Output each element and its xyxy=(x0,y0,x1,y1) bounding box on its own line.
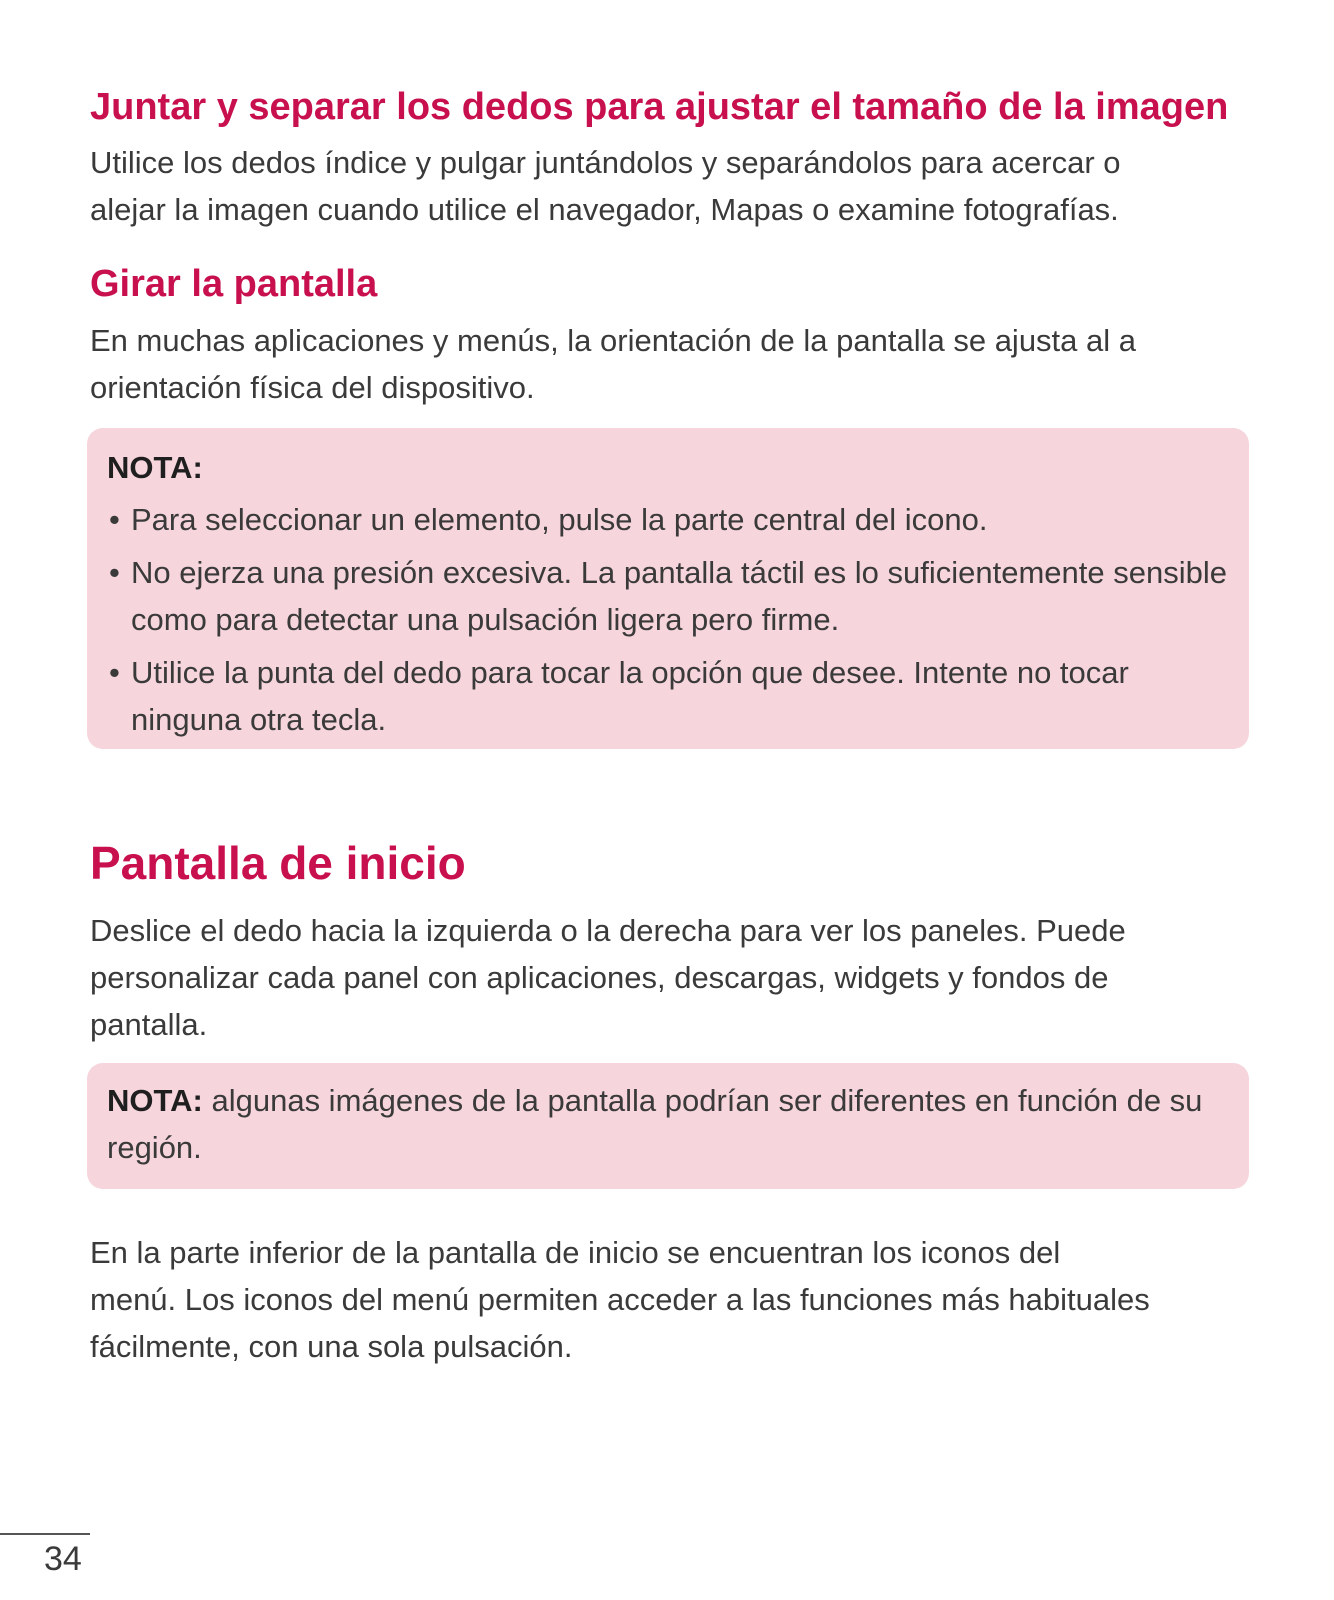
heading-rotate-screen: Girar la pantalla xyxy=(90,263,378,305)
paragraph-menu-icons: En la parte inferior de la pantalla de inicio se encuentran los iconos del menú. Los iconos del menú permiten acceder a las funciones más habituales fácilmente, con una sola pulsación. xyxy=(90,1235,1150,1364)
heading-pinch-zoom: Juntar y separar los dedos para ajustar el tamaño de la imagen xyxy=(90,86,1229,128)
note-item-text: Utilice la punta del dedo para tocar la opción que desee. Intente no tocar ninguna otra tecla. xyxy=(131,655,1129,737)
paragraph-pinch-zoom: Utilice los dedos índice y pulgar juntándolos y separándolos para acercar o alejar la imagen cuando utilice el navegador, Mapas o examine fotografías. xyxy=(90,145,1121,227)
note-item xyxy=(107,496,1227,543)
note-box-region xyxy=(87,1063,1249,1189)
note-text-wrapper xyxy=(107,1083,1202,1165)
note-text: algunas imágenes de la pantalla podrían ser diferentes en función de su región. xyxy=(107,1083,1203,1165)
note-item-text: Para seleccionar un elemento, pulse la parte central del icono. xyxy=(131,502,988,537)
note-item xyxy=(107,549,1227,643)
note-label: NOTA: xyxy=(107,1083,203,1118)
note-item-text: No ejerza una presión excesiva. La pantalla táctil es lo suficientemente sensible como para detectar una pulsación ligera pero firme. xyxy=(131,555,1227,637)
note-item xyxy=(107,649,1227,743)
page-number: 34 xyxy=(44,1540,82,1578)
note-label: NOTA: xyxy=(107,450,203,485)
note-list xyxy=(107,496,1227,743)
note-box-touch-tips xyxy=(87,428,1249,749)
paragraph-rotate-screen: En muchas aplicaciones y menús, la orientación de la pantalla se ajusta al a orientación física del dispositivo. xyxy=(90,323,1137,405)
paragraph-home-screen: Deslice el dedo hacia la izquierda o la derecha para ver los paneles. Puede personalizar cada panel con aplicaciones, descargas, widgets y fondos de pantalla. xyxy=(90,913,1126,1042)
bullet-icon: • xyxy=(109,555,120,590)
bullet-icon: • xyxy=(109,502,120,537)
heading-home-screen: Pantalla de inicio xyxy=(90,837,466,889)
footer-divider xyxy=(0,1533,90,1535)
bullet-icon: • xyxy=(109,655,120,690)
